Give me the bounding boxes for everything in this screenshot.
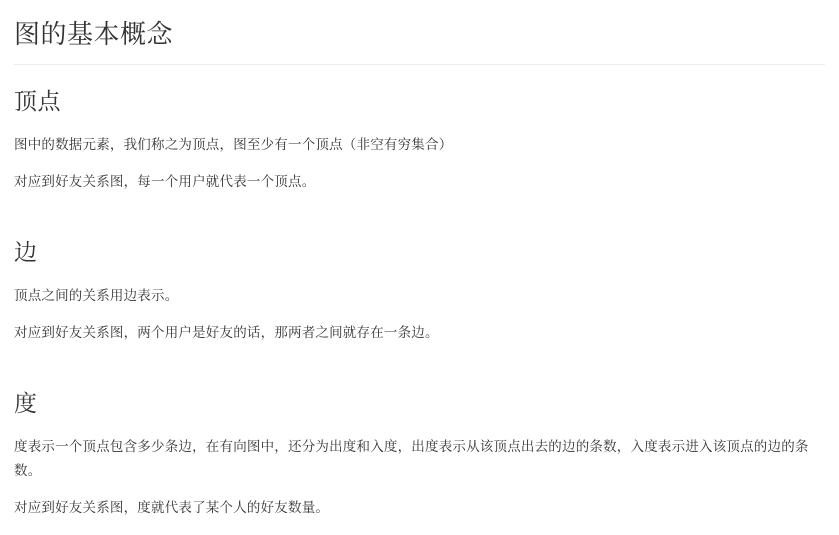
section-divider-spacer-1	[14, 208, 825, 212]
paragraph-edge-2: 对应到好友关系图，两个用户是好友的话，那两者之间就存在一条边。	[14, 325, 439, 341]
paragraph-degree-2: 对应到好友关系图，度就代表了某个人的好友数量。	[14, 500, 330, 516]
section-divider-spacer-2	[14, 359, 825, 363]
section-degree	[14, 389, 825, 520]
paragraph-vertex-2: 对应到好友关系图，每一个用户就代表一个顶点。	[14, 174, 316, 190]
paragraph-edge-1: 顶点之间的关系用边表示。	[14, 287, 179, 303]
page-title: 图的基本概念	[14, 18, 825, 65]
section-heading-edge: 边	[14, 238, 38, 265]
paragraph-vertex-1: 图中的数据元素，我们称之为顶点，图至少有一个顶点（非空有穷集合）	[14, 136, 453, 152]
section-edge	[14, 238, 825, 345]
section-vertex	[14, 87, 825, 194]
section-heading-degree: 度	[14, 390, 38, 417]
section-heading-vertex: 顶点	[14, 87, 61, 114]
paragraph-degree-1: 度表示一个顶点包含多少条边，在有向图中，还分为出度和入度，出度表示从该顶点出去的边的条数，入度表示进入该顶点的边的条数。	[14, 438, 809, 478]
